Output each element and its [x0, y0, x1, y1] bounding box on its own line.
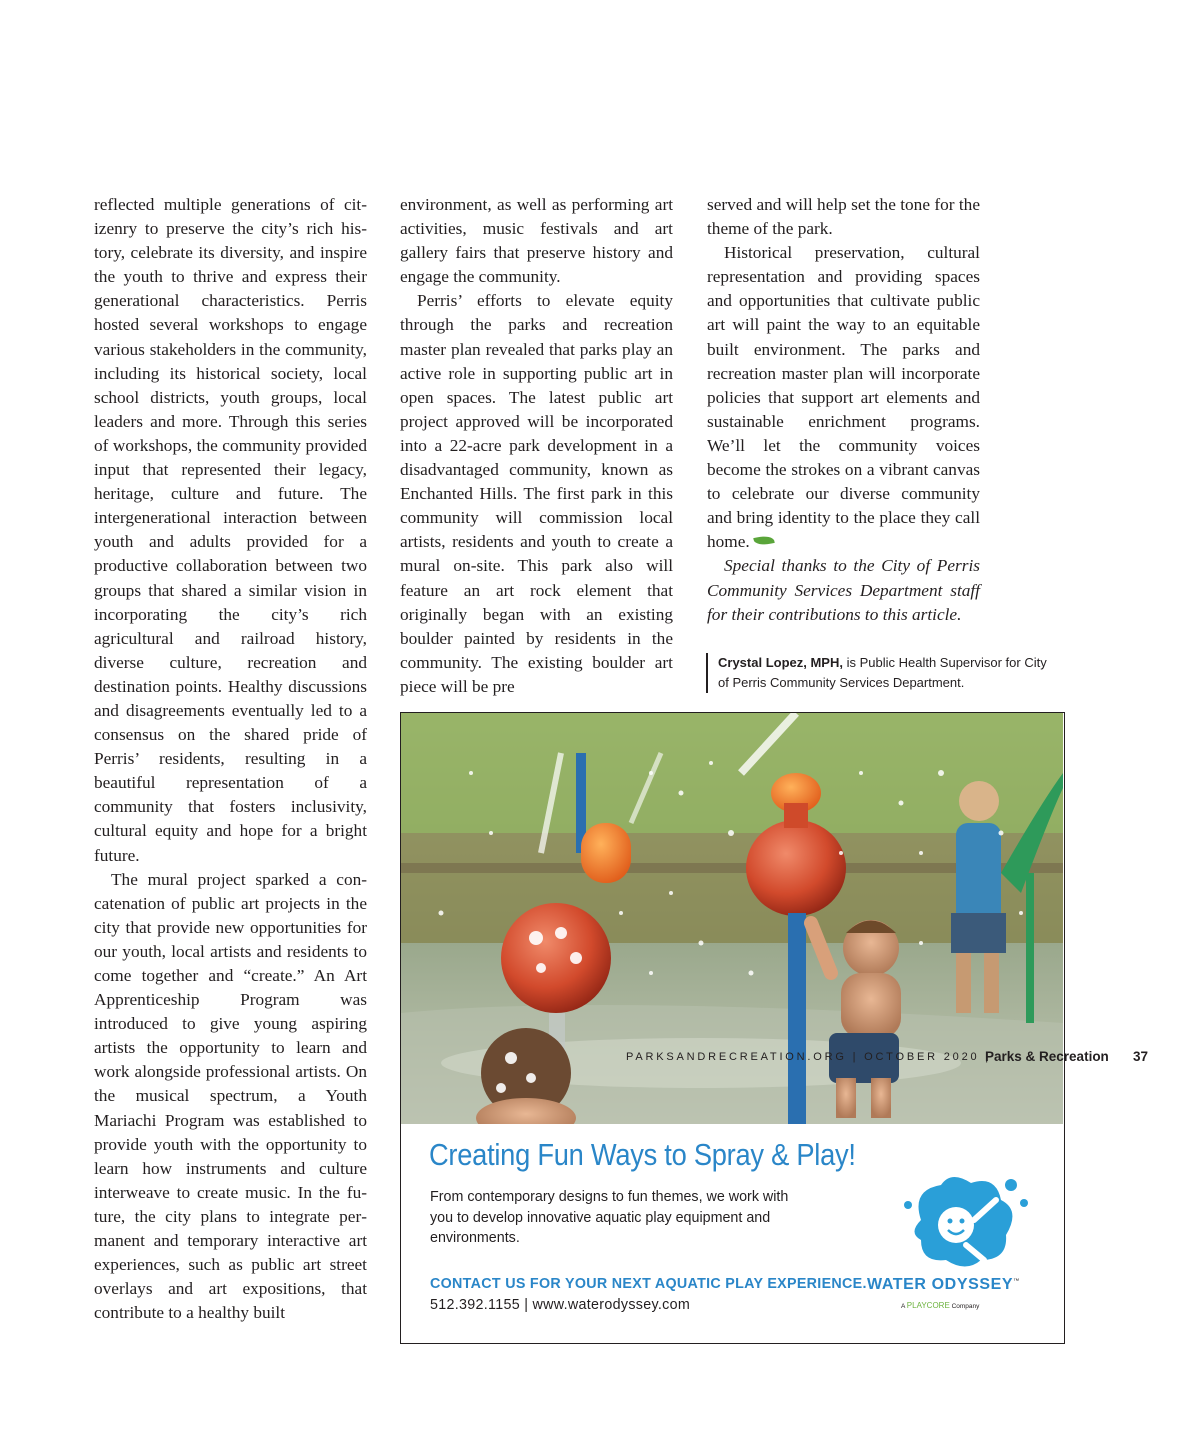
article-paragraph: reflected multiple generations of citizenry to preserve the city’s rich history, celebrate its diversity, and inspire the youth to thrive and express their generational characteristics. Perris hosted several workshops to engage various stakeholders in the community, including its historical society, local school districts, youth groups, local leaders and more. Through this series of workshops, the community provided input that represented their legacy, heritage, culture and future. The intergenerational interaction between youth and adults provided for a productive collaboration between two groups that shared a similar vision in incorporating the city’s rich agricultural and railroad history, diverse culture, recreation and destination points. Healthy discussions and disagreements eventually led to a consensus on the shared pride of Perris’ residents, resulting in a beautiful representation of a community that fosters inclusivity, cultural equity and hope for a bright future. [94, 195, 367, 865]
parent-suffix: Company [949, 1303, 980, 1310]
magazine-name: Parks & Recreation [985, 1049, 1109, 1064]
article-column-1 [94, 193, 367, 1325]
trademark-symbol: ™ [1013, 1278, 1020, 1285]
article-paragraph: Perris’ efforts to elevate equity through the parks and recreation master plan revealed that parks play an active role in supporting public art in open spaces. The latest public art project approved will be incorporated into a 22-acre park development in a disadvantaged community, known as Enchanted Hills. The first park in this community will commission local artists, residents and youth to create a mural on-site. This park also will feature an art rock element that originally began with an existing boulder painted by residents in the community. The existing boulder art piece will be pre [400, 291, 673, 696]
article-column-3 [707, 193, 980, 627]
splash-kid-logo-icon [896, 1165, 1036, 1275]
article-closing-text: Historical preservation, cultural representation and providing spaces and opportunities that cultivate public art will paint the way to an equitable built environment. The parks and recreation master plan will incorporate policies that support art elements and sustainable enrichment programs. We’ll let the community voices become the strokes on a vibrant canvas to celebrate our diverse community and bring identity to the place they call home. [707, 243, 980, 552]
brand-name [867, 1276, 1047, 1294]
article-paragraph [707, 241, 980, 554]
ad-body-text: From contemporary designs to fun themes, we work with you to develop innovative aquatic play equipment and environments. [430, 1189, 789, 1246]
article-paragraph: The mural project sparked a concatenation of public art projects in the city that provide new opportunities for our youth, local artists and residents to come together and “create.” An Art Apprenticeship Program was introduced to give young aspiring artists the opportunity to learn and work alongside professional artists. On the musical spectrum, a Youth Mariachi Program was established to provide youth with the opportunity to learn how instruments and culture interweave to create music. In the future, the city plans to integrate permanent and temporary interactive art experiences, such as public art street overlays and art expositions, that contribute to a healthy built [94, 869, 367, 1323]
playcore-wordmark: PLAYCORE [906, 1301, 950, 1310]
brand-wordmark: WATER ODYSSEY [867, 1276, 1014, 1293]
parent-company [901, 1301, 979, 1310]
article-paragraph: served and will help set the tone for the theme of the park. [707, 195, 980, 239]
article-paragraph: environment, as well as performing art activities, music festivals and art gallery fairs that preserve history and engage the community. [400, 195, 673, 287]
author-name: Crystal Lopez, MPH, [718, 655, 843, 670]
ad-call-to-action: CONTACT US FOR YOUR NEXT AQUATIC PLAY EXPERIENCE. [430, 1276, 867, 1292]
ad-contact-info[interactable]: 512.392.1155 | www.waterodyssey.com [430, 1297, 691, 1313]
footer-site-issue: PARKSANDRECREATION.ORG | OCTOBER 2020 | [626, 1051, 991, 1063]
ad-headline: Creating Fun Ways to Spray & Play! [429, 1137, 856, 1172]
end-leaf-icon [753, 534, 774, 547]
page-number: 37 [1133, 1049, 1149, 1064]
author-description: is Public Health Supervisor for City of Perris Community Services Department. [718, 655, 1047, 690]
water-odyssey-advertisement [400, 712, 1065, 1344]
article-column-2 [400, 193, 673, 699]
parent-prefix: A [901, 1303, 907, 1310]
author-bio [706, 653, 1058, 693]
acknowledgement: Special thanks to the City of Perris Community Services Department staff for their contributions to this article. [707, 556, 980, 624]
